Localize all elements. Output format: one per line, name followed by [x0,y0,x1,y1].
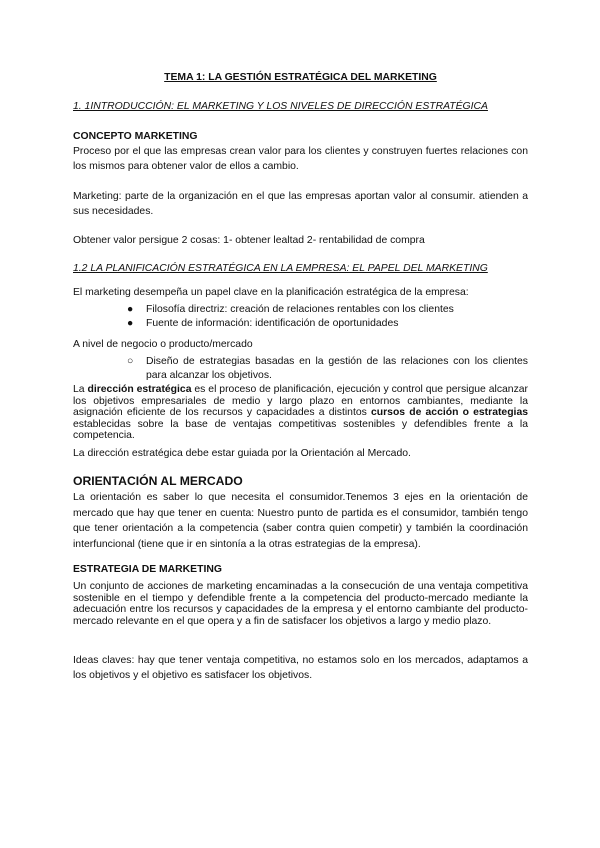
estrategia-paragraph: Un conjunto de acciones de marketing encaminadas a la consecución de una ventaja competitiva sostenible en el tiempo y defendible frente a la competencia del producto-mercado mediante la adecuación entre los recursos y capacidades de la empresa y el entorno cambiante del producto-mercado relevante en el que opera y a fin de satisfacer los objetivos a largo y medio plazo. [73,581,528,627]
ideas-claves-paragraph: Ideas claves: hay que tener ventaja competitiva, no estamos solo en los mercados, adaptamos a los objetivos y el objetivo es satisfacer los objetivos. [73,655,528,681]
bullet-icon: ● [127,317,134,329]
section-1-heading: 1. 1INTRODUCCIÓN: EL MARKETING Y LOS NIVELES DE DIRECCIÓN ESTRATÉGICA [73,101,488,112]
planificacion-bullet-list [73,303,528,330]
obtener-valor-paragraph: Obtener valor persigue 2 cosas: 1- obtener lealtad 2- rentabilidad de compra [73,235,425,246]
list-item: ○ Diseño de estrategias basadas en la gestión de las relaciones con los clientes para alcanzar los objetivos. [127,356,528,381]
list-item: ● Filosofía directriz: creación de relaciones rentables con los clientes [127,304,454,315]
estrategia-heading: ESTRATEGIA DE MARKETING [73,564,222,575]
section-2-heading: 1.2 LA PLANIFICACIÓN ESTRATÉGICA EN LA EMPRESA: EL PAPEL DEL MARKETING [73,263,488,274]
section-2-intro: El marketing desempeña un papel clave en la planificación estratégica de la empresa: [73,287,469,298]
direccion-guiada-text: La dirección estratégica debe estar guiada por la Orientación al Mercado. [73,448,411,459]
document-title: TEMA 1: LA GESTIÓN ESTRATÉGICA DEL MARKETING [164,72,437,83]
concepto-paragraph: Proceso por el que las empresas crean valor para los clientes y construyen fuertes relaciones con los mismos para obtener valor de ellos a cambio. [73,146,528,172]
direccion-estrategica-paragraph: La dirección estratégica es el proceso de planificación, ejecución y control que persigue alcanzar los objetivos empresariales de medio y largo plazo en entornos cambiantes, mediante la asignación eficiente de los recursos y capacidades a distintos cursos de acción o estrategias establecidas sobre la base de ventajas competitivas sostenibles y defendibles frente a la competencia. [73,384,529,441]
concepto-heading: CONCEPTO MARKETING [73,131,198,142]
bullet-icon: ● [127,304,134,315]
nivel-negocio-text: A nivel de negocio o producto/mercado [73,339,253,350]
marketing-definition-paragraph: Marketing: parte de la organización en el que las empresas aportan valor al consumir. atienden a sus necesidades. [73,191,528,217]
hollow-bullet-icon: ○ [127,356,134,367]
list-item: ● Fuente de información: identificación de oportunidades [127,317,399,329]
orientacion-heading: ORIENTACIÓN AL MERCADO [73,474,243,488]
orientacion-paragraph: La orientación es saber lo que necesita el consumidor.Tenemos 3 ejes en la orientación de mercado que hay que tener en cuenta: Nuestro punto de partida es el consumidor, también tengo que tener orientación a la competencia (saber contra quien competir) y también la coordinación interfuncional (tiene que ir en sintonía a la otras estrategias de la empresa). [73,492,528,550]
